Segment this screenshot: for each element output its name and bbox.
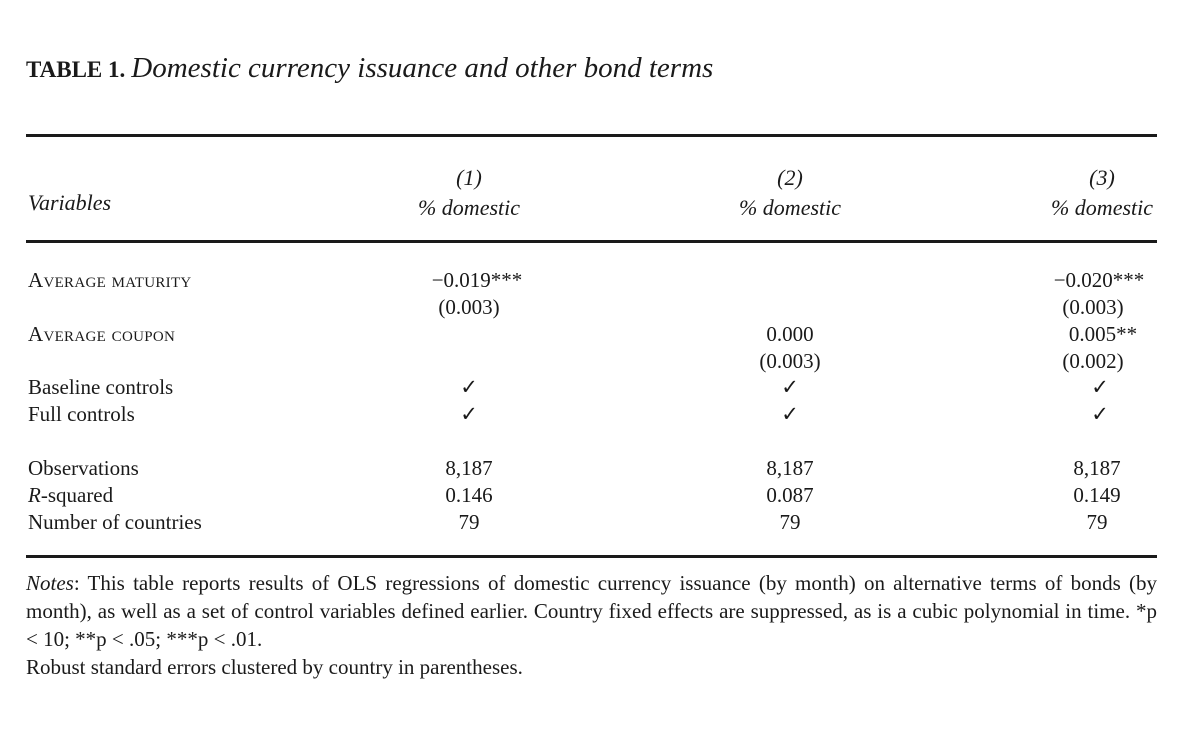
column-number: (3)	[1089, 165, 1115, 190]
r-squared-suffix: -squared	[40, 483, 114, 507]
table-title	[26, 52, 713, 85]
table-number: TABLE 1.	[26, 57, 126, 82]
row-label-average-maturity: Average maturity	[28, 268, 192, 292]
header-rule	[26, 240, 1157, 243]
cell-full-col1: ✓	[460, 402, 478, 426]
row-label-full-controls: Full controls	[28, 402, 135, 426]
notes-text: : This table reports results of OLS regressions of domestic currency issuance (by month) on alternative terms of bonds (by month), as well as a set of control variables defined earlier. Country fixed effects are suppressed, as is a cubic polynomial in time. *p < 10; **p < .05; ***p < .01.	[26, 571, 1157, 651]
cell-maturity-col1: −0.019***	[431, 268, 523, 292]
row-label-observations: Observations	[28, 456, 139, 480]
row-label-r-squared	[28, 482, 113, 509]
bottom-rule	[26, 555, 1157, 558]
column-number: (2)	[777, 165, 803, 190]
column-number: (1)	[456, 165, 482, 190]
table-notes	[26, 569, 1157, 653]
column-label: % domestic	[417, 195, 521, 220]
cell-baseline-col3: ✓	[1091, 375, 1109, 399]
table-caption: Domestic currency issuance and other bond terms	[131, 52, 714, 84]
cell-countries-col3: 79	[1086, 510, 1108, 534]
cell-baseline-col2: ✓	[781, 375, 799, 399]
r-symbol: R	[28, 483, 41, 507]
column-label: % domestic	[738, 195, 842, 220]
cell-observations-col3: 8,187	[1073, 456, 1121, 480]
cell-full-col2: ✓	[781, 402, 799, 426]
column-header-2	[700, 163, 880, 223]
row-label-baseline-controls: Baseline controls	[28, 375, 174, 399]
cell-r-squared-col2: 0.087	[766, 483, 814, 507]
variables-header: Variables	[28, 190, 112, 215]
column-header-3	[1012, 163, 1192, 223]
notes-label: Notes	[26, 571, 74, 595]
cell-countries-col1: 79	[458, 510, 480, 534]
robust-errors-note: Robust standard errors clustered by country in parentheses.	[26, 655, 523, 679]
cell-maturity-se-col1: (0.003)	[438, 295, 500, 319]
cell-r-squared-col3: 0.149	[1073, 483, 1121, 507]
top-rule	[26, 134, 1157, 137]
column-header-1	[379, 163, 559, 223]
row-label-number-of-countries: Number of countries	[28, 510, 202, 534]
cell-full-col3: ✓	[1091, 402, 1109, 426]
cell-maturity-col3: −0.020***	[1053, 268, 1145, 292]
cell-coupon-se-col3: (0.002)	[1062, 349, 1124, 373]
cell-r-squared-col1: 0.146	[445, 483, 493, 507]
cell-baseline-col1: ✓	[460, 375, 478, 399]
cell-countries-col2: 79	[779, 510, 801, 534]
row-label-average-coupon: Average coupon	[28, 322, 176, 346]
cell-coupon-col3: 0.005**	[1068, 322, 1138, 346]
cell-observations-col1: 8,187	[445, 456, 493, 480]
cell-coupon-se-col2: (0.003)	[759, 349, 821, 373]
cell-observations-col2: 8,187	[766, 456, 814, 480]
cell-maturity-se-col3: (0.003)	[1062, 295, 1124, 319]
cell-coupon-col2: 0.000	[766, 322, 814, 346]
column-label: % domestic	[1050, 195, 1154, 220]
